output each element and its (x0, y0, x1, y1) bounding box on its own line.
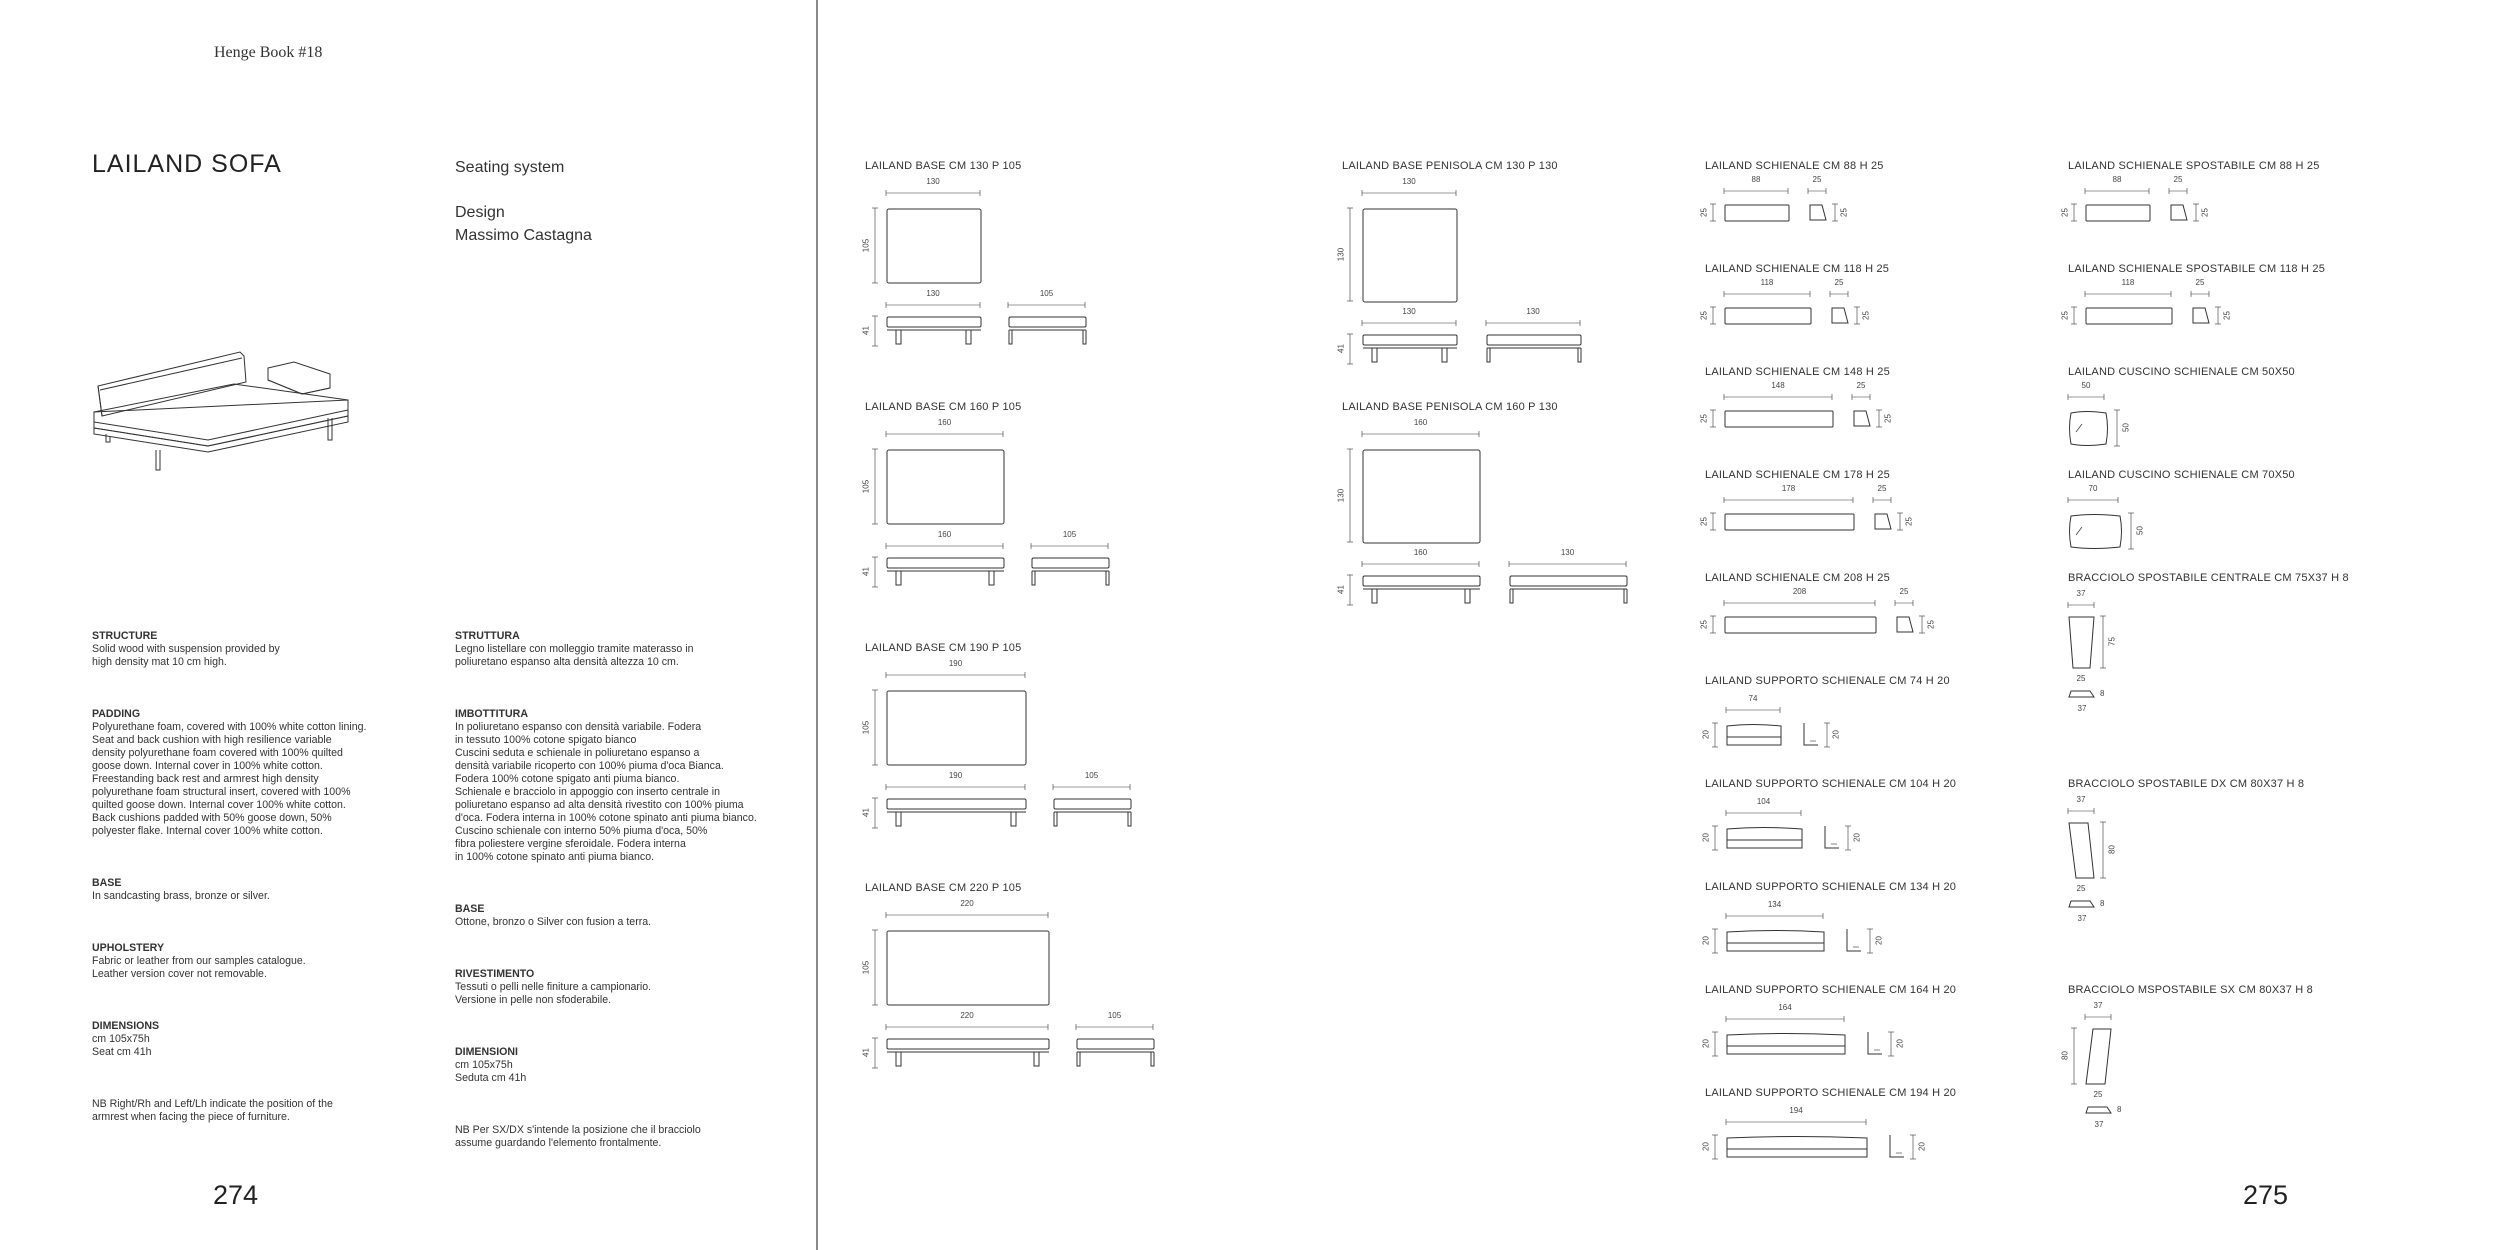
base-3-height-label: 41 (861, 1048, 871, 1057)
base-2-side-depth-line (1053, 784, 1130, 790)
base-0-height-line (872, 316, 878, 346)
spostabile-1-side (2191, 307, 2211, 327)
supporto-1-width-label: 104 (1756, 797, 1771, 806)
bracciolo-1-profile (2068, 822, 2096, 880)
supporto-0-side-height-line (1824, 723, 1830, 747)
base-3-depth-line (872, 930, 878, 1005)
penisola-0-top-width-label: 130 (1402, 177, 1416, 186)
base-0-side-depth-line (1008, 302, 1085, 308)
supporto-0-side (1802, 723, 1822, 749)
penisola-1-height-line (1347, 575, 1353, 605)
en-padding: PADDING Polyurethane foam, covered with 100% white cotton lining. Seat and back cushion with high resilience variable density polyurethane foam covered with 100% quilted goose down. Internal cover in 100% white cotton. Freestanding back rest and armrest high density polyurethane foam structural insert, covered with 100% quilted goose down. Internal cover 100% white cotton. Back cushions padded with 50% goose down, 50% polyester flake. Internal cover 100% white cotton. (92, 708, 367, 837)
base-1-side-depth-line (1031, 543, 1108, 549)
cuscino-1-width-label: 70 (2088, 484, 2098, 493)
cuscino-1-shape (2068, 513, 2124, 553)
spostabile-1-thickness-label: 25 (2195, 278, 2205, 287)
bracciolo-1-plan (2068, 900, 2096, 908)
bracciolo-2-height-line (2071, 1028, 2077, 1084)
spostabile-1-front (2085, 307, 2173, 327)
schienale-2-label: LAILAND SCHIENALE CM 148 H 25 (1705, 366, 1890, 378)
schienale-3-height-label: 25 (1699, 516, 1709, 526)
base-0-front-width-line (886, 302, 980, 308)
bracciolo-1-top-label: 37 (2076, 795, 2086, 804)
bracciolo-0-height-line (2100, 616, 2106, 668)
schienale-4-thickness-line (1895, 600, 1913, 606)
base-1-plan (886, 449, 1005, 527)
penisola-0-depth-label: 130 (1336, 247, 1346, 261)
supporto-2-height-label: 20 (1701, 936, 1711, 945)
schienale-3-height-line (1710, 513, 1716, 530)
base-0-side-depth-label: 105 (1039, 289, 1054, 298)
schienale-3-front (1724, 513, 1855, 533)
penisola-0-label: LAILAND BASE PENISOLA CM 130 P 130 (1342, 160, 1558, 172)
spostabile-0-height-line (2071, 204, 2077, 221)
base-2-depth-label: 105 (861, 720, 871, 734)
cuscino-0-width-line (2068, 394, 2104, 400)
base-1-depth-label: 105 (861, 479, 871, 493)
bracciolo-0-plan (2068, 690, 2096, 698)
supporto-1-side-height-line (1845, 826, 1851, 850)
schienale-4-side (1895, 616, 1915, 636)
bracciolo-1-top-line (2068, 808, 2094, 814)
penisola-0-side (1486, 334, 1582, 364)
spostabile-0-width-label: 88 (2112, 175, 2122, 184)
schienale-4-width-label: 208 (1792, 587, 1807, 596)
base-1-height-line (872, 557, 878, 587)
schienale-0-thickness-line (1808, 188, 1826, 194)
schienale-2-front (1724, 410, 1834, 430)
bracciolo-0-base-label: 25 (2076, 674, 2086, 683)
supporto-1-side-height-label: 20 (1852, 833, 1862, 842)
bracciolo-1-height-line (2100, 822, 2106, 878)
schienale-2-width-line (1724, 394, 1832, 400)
supporto-0-label: LAILAND SUPPORTO SCHIENALE CM 74 H 20 (1705, 675, 1950, 687)
supporto-2-width-label: 134 (1767, 900, 1782, 909)
schienale-0-width-line (1724, 188, 1788, 194)
supporto-4-side-height-label: 20 (1917, 1142, 1927, 1151)
penisola-1-top-width-label: 160 (1413, 418, 1428, 427)
penisola-0-front (1362, 334, 1458, 364)
bracciolo-2-thick-label: 8 (2117, 1105, 2122, 1114)
supporto-2-front (1726, 929, 1825, 955)
supporto-2-side-height-line (1867, 929, 1873, 953)
supporto-1-label: LAILAND SUPPORTO SCHIENALE CM 104 H 20 (1705, 778, 1957, 790)
bracciolo-2-top-line (2085, 1014, 2111, 1020)
bracciolo-1-label: BRACCIOLO SPOSTABILE DX CM 80X37 H 8 (2068, 778, 2305, 790)
penisola-0-height-line (1347, 334, 1353, 364)
base-1-front-width-line (886, 543, 1003, 549)
schienale-0-side-height-label: 25 (1839, 207, 1849, 217)
schienale-1-width-line (1724, 291, 1810, 297)
en-structure: STRUCTURE Solid wood with suspension provided by high density mat 10 cm high. (92, 630, 280, 668)
it-base: BASE Ottone, bronzo o Silver con fusion a terra. (455, 903, 652, 928)
it-struttura: STRUTTURA Legno listellare con molleggio tramite materasso in poliuretano espanso alta densità altezza 10 cm. (455, 630, 694, 668)
base-0-front-width-label: 130 (926, 289, 940, 298)
base-3-side-depth-label: 105 (1107, 1011, 1122, 1020)
penisola-1-depth-label: 130 (1336, 488, 1346, 502)
base-1-height-label: 41 (861, 567, 871, 576)
it-imbottitura: IMBOTTITURA In poliuretano espanso con densità variabile. Fodera in tessuto 100% cotone spigato bianco Cuscini seduta e schienale in poliuretano espanso a densità variabile ricoperto con 100% piuma d'oca Bianca. Fodera 100% cotone spigato anti piuma bianco. Schienale e bracciolo in appoggio con inserto centrale in poliuretano espanso ad alta densità rivestito con 100% piuma d'oca. Fodera interna in 100% cotone spinato anti piuma bianco. Cuscino schienale con interno 50% piuma d'oca, 50% fibra poliestere vergine sferoidale. Fodera interna in 100% cotone spinato anti piuma bianco. (455, 708, 757, 863)
bracciolo-0-height-label: 75 (2107, 637, 2117, 646)
schienale-2-side-height-line (1876, 410, 1882, 427)
bracciolo-2-plan (2085, 1106, 2113, 1114)
schienale-1-height-line (1710, 307, 1716, 324)
en-base: BASE In sandcasting brass, bronze or silver. (92, 877, 270, 902)
schienale-1-label: LAILAND SCHIENALE CM 118 H 25 (1705, 263, 1890, 275)
bracciolo-0-bottom-label: 37 (2077, 704, 2087, 713)
penisola-0-plan (1362, 208, 1458, 304)
supporto-4-height-line (1712, 1135, 1718, 1159)
penisola-1-plan (1362, 449, 1481, 545)
base-0-front (886, 316, 982, 346)
supporto-4-side (1888, 1135, 1908, 1161)
supporto-3-front (1726, 1032, 1846, 1058)
en-upholstery: UPHOLSTERY Fabric or leather from our samples catalogue. Leather version cover not removable. (92, 942, 306, 980)
schienale-4-height-line (1710, 616, 1716, 633)
schienale-1-thickness-label: 25 (1834, 278, 1844, 287)
schienale-3-thickness-label: 25 (1877, 484, 1887, 493)
supporto-4-front (1726, 1135, 1868, 1161)
base-1-label: LAILAND BASE CM 160 P 105 (865, 401, 1022, 413)
supporto-2-side-height-label: 20 (1874, 936, 1884, 945)
spostabile-0-height-label: 25 (2060, 207, 2070, 217)
schienale-4-side-height-label: 25 (1926, 619, 1936, 629)
spostabile-0-side-height-line (2193, 204, 2199, 221)
supporto-3-side-height-label: 20 (1895, 1039, 1905, 1048)
base-1-side (1031, 557, 1110, 587)
base-3-depth-label: 105 (861, 960, 871, 974)
schienale-4-height-label: 25 (1699, 619, 1709, 629)
schienale-2-thickness-label: 25 (1856, 381, 1866, 390)
supporto-1-side (1823, 826, 1843, 852)
penisola-0-front-width-label: 130 (1402, 307, 1416, 316)
base-0-side (1008, 316, 1087, 346)
schienale-0-height-line (1710, 204, 1716, 221)
spostabile-0-side (2169, 204, 2189, 224)
schienale-2-thickness-line (1852, 394, 1870, 400)
base-1-top-width-line (886, 431, 1003, 437)
supporto-3-width-label: 164 (1778, 1003, 1792, 1012)
schienale-0-front (1724, 204, 1790, 224)
supporto-2-side (1845, 929, 1865, 955)
supporto-1-front (1726, 826, 1803, 852)
base-0-depth-label: 105 (861, 238, 871, 252)
schienale-1-side-height-line (1854, 307, 1860, 324)
base-2-height-label: 41 (861, 808, 871, 817)
schienale-2-height-label: 25 (1699, 413, 1709, 423)
bracciolo-2-top-label: 37 (2093, 1001, 2103, 1010)
designer-name: Massimo Castagna (455, 227, 592, 244)
supporto-0-front (1726, 723, 1782, 749)
base-1-front-width-label: 160 (937, 530, 952, 539)
book-spine (816, 0, 818, 1250)
base-2-front (886, 798, 1027, 828)
en-dimensions: DIMENSIONS cm 105x75h Seat cm 41h (92, 1020, 160, 1058)
penisola-1-front (1362, 575, 1481, 605)
base-1-top-width-label: 160 (937, 418, 952, 427)
page-number-left: 274 (213, 1180, 259, 1210)
spostabile-1-width-line (2085, 291, 2171, 297)
base-2-top-width-label: 190 (948, 659, 963, 668)
schienale-1-width-label: 118 (1760, 278, 1774, 287)
penisola-1-front-width-line (1362, 561, 1479, 567)
supporto-1-height-label: 20 (1701, 833, 1711, 842)
supporto-3-width-line (1726, 1016, 1844, 1022)
spostabile-0-thickness-line (2169, 188, 2187, 194)
supporto-3-height-line (1712, 1032, 1718, 1056)
base-3-side-depth-line (1076, 1024, 1153, 1030)
schienale-2-width-label: 148 (1771, 381, 1785, 390)
supporto-0-width-line (1726, 707, 1780, 713)
supporto-1-width-line (1726, 810, 1801, 816)
spostabile-0-thickness-label: 25 (2173, 175, 2183, 184)
product-subtitle: Seating system (455, 159, 565, 176)
supporto-1-height-line (1712, 826, 1718, 850)
base-3-height-line (872, 1038, 878, 1068)
cuscino-0-height-label: 50 (2121, 423, 2131, 432)
supporto-3-label: LAILAND SUPPORTO SCHIENALE CM 164 H 20 (1705, 984, 1957, 996)
bracciolo-2-profile (2085, 1028, 2113, 1086)
base-0-top-width-label: 130 (926, 177, 940, 186)
schienale-3-width-label: 178 (1781, 484, 1796, 493)
base-0-height-label: 41 (861, 326, 871, 335)
schienale-3-side-height-line (1897, 513, 1903, 530)
bracciolo-2-bottom-label: 37 (2094, 1120, 2104, 1129)
schienale-1-side-height-label: 25 (1861, 310, 1871, 320)
base-0-plan (886, 208, 982, 286)
spostabile-0-width-line (2085, 188, 2149, 194)
schienale-2-height-line (1710, 410, 1716, 427)
penisola-0-height-label: 41 (1336, 344, 1346, 353)
schienale-1-side (1830, 307, 1850, 327)
bracciolo-2-height-label: 80 (2060, 1051, 2070, 1060)
supporto-3-side (1866, 1032, 1886, 1058)
penisola-0-front-width-line (1362, 320, 1456, 326)
base-3-side (1076, 1038, 1155, 1068)
penisola-1-height-label: 41 (1336, 585, 1346, 594)
base-1-side-depth-label: 105 (1062, 530, 1077, 539)
spostabile-1-side-height-label: 25 (2222, 310, 2232, 320)
sofa-illustration (88, 350, 358, 480)
bracciolo-1-height-label: 80 (2107, 845, 2117, 854)
bracciolo-1-thick-label: 8 (2100, 899, 2105, 908)
base-3-front-width-label: 220 (960, 1011, 974, 1020)
schienale-4-label: LAILAND SCHIENALE CM 208 H 25 (1705, 572, 1890, 584)
schienale-2-side-height-label: 25 (1883, 413, 1893, 423)
cuscino-1-height-label: 50 (2135, 526, 2145, 535)
penisola-0-side-depth-label: 130 (1526, 307, 1540, 316)
penisola-1-top-width-line (1362, 431, 1479, 437)
cuscino-0-shape (2068, 410, 2110, 450)
spostabile-0-side-height-label: 25 (2200, 207, 2210, 217)
schienale-4-thickness-label: 25 (1899, 587, 1909, 596)
base-2-top-width-line (886, 672, 1025, 678)
spostabile-1-side-height-line (2215, 307, 2221, 324)
base-2-label: LAILAND BASE CM 190 P 105 (865, 642, 1022, 654)
schienale-4-side-height-line (1919, 616, 1925, 633)
schienale-0-height-label: 25 (1699, 207, 1709, 217)
schienale-4-width-line (1724, 600, 1875, 606)
schienale-0-thickness-label: 25 (1812, 175, 1822, 184)
base-0-depth-line (872, 208, 878, 283)
schienale-3-label: LAILAND SCHIENALE CM 178 H 25 (1705, 469, 1890, 481)
schienale-4-front (1724, 616, 1877, 636)
spostabile-0-front (2085, 204, 2151, 224)
page-number-right: 275 (2243, 1180, 2289, 1210)
base-2-depth-line (872, 690, 878, 765)
base-0-top-width-line (886, 190, 980, 196)
bracciolo-1-bottom-label: 37 (2077, 914, 2087, 923)
supporto-2-height-line (1712, 929, 1718, 953)
base-3-front (886, 1038, 1050, 1068)
cuscino-1-height-line (2128, 513, 2134, 549)
base-2-side-depth-label: 105 (1084, 771, 1099, 780)
bracciolo-0-label: BRACCIOLO SPOSTABILE CENTRALE CM 75X37 H 8 (2068, 572, 2349, 584)
supporto-3-height-label: 20 (1701, 1039, 1711, 1048)
spostabile-1-width-label: 118 (2121, 278, 2135, 287)
penisola-1-side (1509, 575, 1628, 605)
schienale-1-front (1724, 307, 1812, 327)
bracciolo-2-label: BRACCIOLO MSPOSTABILE SX CM 80X37 H 8 (2068, 984, 2313, 996)
schienale-0-width-label: 88 (1751, 175, 1761, 184)
bracciolo-0-top-line (2068, 602, 2094, 608)
supporto-4-height-label: 20 (1701, 1142, 1711, 1151)
bracciolo-2-base-label: 25 (2093, 1090, 2103, 1099)
spostabile-1-height-label: 25 (2060, 310, 2070, 320)
schienale-1-thickness-line (1830, 291, 1848, 297)
schienale-3-side-height-label: 25 (1904, 516, 1914, 526)
base-2-front-width-label: 190 (948, 771, 963, 780)
product-title: LAILAND SOFA (92, 150, 282, 178)
en-note: NB Right/Rh and Left/Lh indicate the position of the armrest when facing the piece of furniture. (92, 1098, 333, 1123)
base-3-top-width-line (886, 912, 1048, 918)
bracciolo-1-base-label: 25 (2076, 884, 2086, 893)
penisola-1-label: LAILAND BASE PENISOLA CM 160 P 130 (1342, 401, 1558, 413)
cuscino-0-height-line (2114, 410, 2120, 446)
penisola-1-depth-line (1347, 449, 1353, 542)
running-title: Henge Book #18 (214, 44, 323, 61)
supporto-4-side-height-line (1910, 1135, 1916, 1159)
penisola-0-top-width-line (1362, 190, 1456, 196)
italian-specs (455, 617, 757, 1163)
schienale-3-side (1873, 513, 1893, 533)
schienale-2-side (1852, 410, 1872, 430)
base-1-front (886, 557, 1005, 587)
supporto-4-width-label: 194 (1789, 1106, 1803, 1115)
base-0-label: LAILAND BASE CM 130 P 105 (865, 160, 1022, 172)
base-2-side (1053, 798, 1132, 828)
base-3-plan (886, 930, 1050, 1008)
base-2-height-line (872, 798, 878, 828)
bracciolo-0-top-label: 37 (2076, 589, 2086, 598)
base-3-top-width-label: 220 (960, 899, 974, 908)
supporto-0-width-label: 74 (1748, 694, 1758, 703)
it-dimensioni: DIMENSIONI cm 105x75h Seduta cm 41h (455, 1046, 527, 1084)
bracciolo-0-thick-label: 8 (2100, 689, 2105, 698)
supporto-2-label: LAILAND SUPPORTO SCHIENALE CM 134 H 20 (1705, 881, 1957, 893)
cuscino-1-label: LAILAND CUSCINO SCHIENALE CM 70X50 (2068, 469, 2295, 481)
supporto-4-width-line (1726, 1119, 1866, 1125)
penisola-0-side-depth-line (1486, 320, 1580, 326)
schienale-1-height-label: 25 (1699, 310, 1709, 320)
schienale-0-side-height-line (1832, 204, 1838, 221)
spostabile-0-label: LAILAND SCHIENALE SPOSTABILE CM 88 H 25 (2068, 160, 2320, 172)
supporto-0-height-label: 20 (1701, 730, 1711, 739)
bracciolo-0-profile (2068, 616, 2096, 670)
supporto-0-height-line (1712, 723, 1718, 747)
english-specs (92, 617, 366, 1137)
base-1-depth-line (872, 449, 878, 524)
supporto-3-side-height-line (1888, 1032, 1894, 1056)
cuscino-0-label: LAILAND CUSCINO SCHIENALE CM 50X50 (2068, 366, 2295, 378)
supporto-4-label: LAILAND SUPPORTO SCHIENALE CM 194 H 20 (1705, 1087, 1957, 1099)
base-3-front-width-line (886, 1024, 1048, 1030)
penisola-1-side-depth-line (1509, 561, 1626, 567)
spostabile-1-height-line (2071, 307, 2077, 324)
schienale-3-width-line (1724, 497, 1853, 503)
schienale-0-label: LAILAND SCHIENALE CM 88 H 25 (1705, 160, 1884, 172)
penisola-1-side-depth-label: 130 (1560, 548, 1575, 557)
base-3-label: LAILAND BASE CM 220 P 105 (865, 882, 1022, 894)
base-2-plan (886, 690, 1027, 768)
spostabile-1-thickness-line (2191, 291, 2209, 297)
supporto-2-width-line (1726, 913, 1823, 919)
penisola-1-front-width-label: 160 (1413, 548, 1428, 557)
it-rivestimento: RIVESTIMENTO Tessuti o pelli nelle finiture a campionario. Versione in pelle non sfoderabile. (455, 968, 652, 1006)
base-2-front-width-line (886, 784, 1025, 790)
schienale-3-thickness-line (1873, 497, 1891, 503)
spostabile-1-label: LAILAND SCHIENALE SPOSTABILE CM 118 H 25 (2068, 263, 2326, 275)
cuscino-0-width-label: 50 (2081, 381, 2091, 390)
penisola-0-depth-line (1347, 208, 1353, 301)
schienale-0-side (1808, 204, 1828, 224)
supporto-0-side-height-label: 20 (1831, 730, 1841, 739)
design-label: Design (455, 204, 505, 221)
it-note: NB Per SX/DX s'intende la posizione che il bracciolo assume guardando l'elemento frontalmente. (455, 1124, 701, 1149)
cuscino-1-width-line (2068, 497, 2118, 503)
